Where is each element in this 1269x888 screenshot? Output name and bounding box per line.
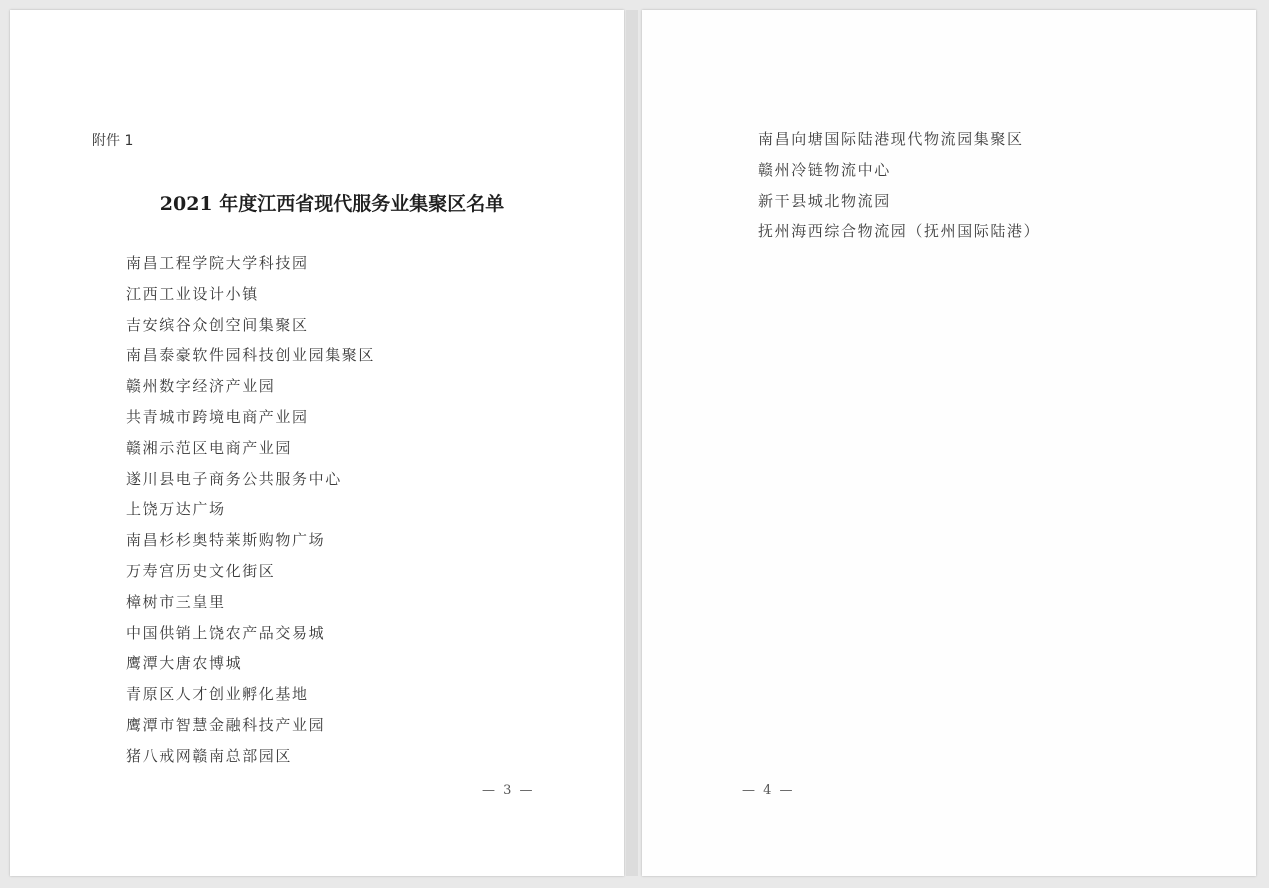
page-number: — 4 — <box>742 783 795 798</box>
list-item: 南昌杉杉奥特莱斯购物广场 <box>126 531 326 550</box>
list-item: 樟树市三皇里 <box>126 592 226 611</box>
list-item: 南昌向塘国际陆港现代物流园集聚区 <box>758 130 1024 148</box>
zone-list-page-4 <box>758 129 1040 252</box>
list-item: 上饶万达广场 <box>126 500 226 519</box>
list-item: 共青城市跨境电商产业园 <box>126 407 309 426</box>
page-4 <box>642 10 1256 876</box>
page-gutter <box>626 10 638 876</box>
attachment-label: 附件 1 <box>92 133 134 149</box>
list-item: 猪八戒网赣南总部园区 <box>126 746 293 765</box>
list-item: 江西工业设计小镇 <box>126 284 259 303</box>
list-item: 赣湘示范区电商产业园 <box>126 438 293 457</box>
list-item: 南昌泰豪软件园科技创业园集聚区 <box>126 346 376 365</box>
page-number: — 3 — <box>482 783 535 798</box>
list-item: 抚州海西综合物流园（抚州国际陆港） <box>758 222 1041 241</box>
list-item: 鹰潭市智慧金融科技产业园 <box>126 715 326 734</box>
list-item: 南昌工程学院大学科技园 <box>126 254 309 272</box>
zone-list-page-3 <box>126 253 375 777</box>
list-item: 青原区人才创业孵化基地 <box>126 685 309 704</box>
document-title: 2021 年度江西省现代服务业集聚区名单 <box>159 193 505 215</box>
list-item: 吉安缤谷众创空间集聚区 <box>126 315 309 334</box>
list-item: 鹰潭大唐农博城 <box>126 654 243 673</box>
list-item: 赣州冷链物流中心 <box>758 160 891 179</box>
list-item: 赣州数字经济产业园 <box>126 377 276 396</box>
list-item: 遂川县电子商务公共服务中心 <box>126 469 342 488</box>
page-3 <box>10 10 624 876</box>
list-item: 中国供销上饶农产品交易城 <box>126 623 326 642</box>
list-item: 新干县城北物流园 <box>758 191 891 210</box>
list-item: 万寿宫历史文化街区 <box>126 561 276 580</box>
